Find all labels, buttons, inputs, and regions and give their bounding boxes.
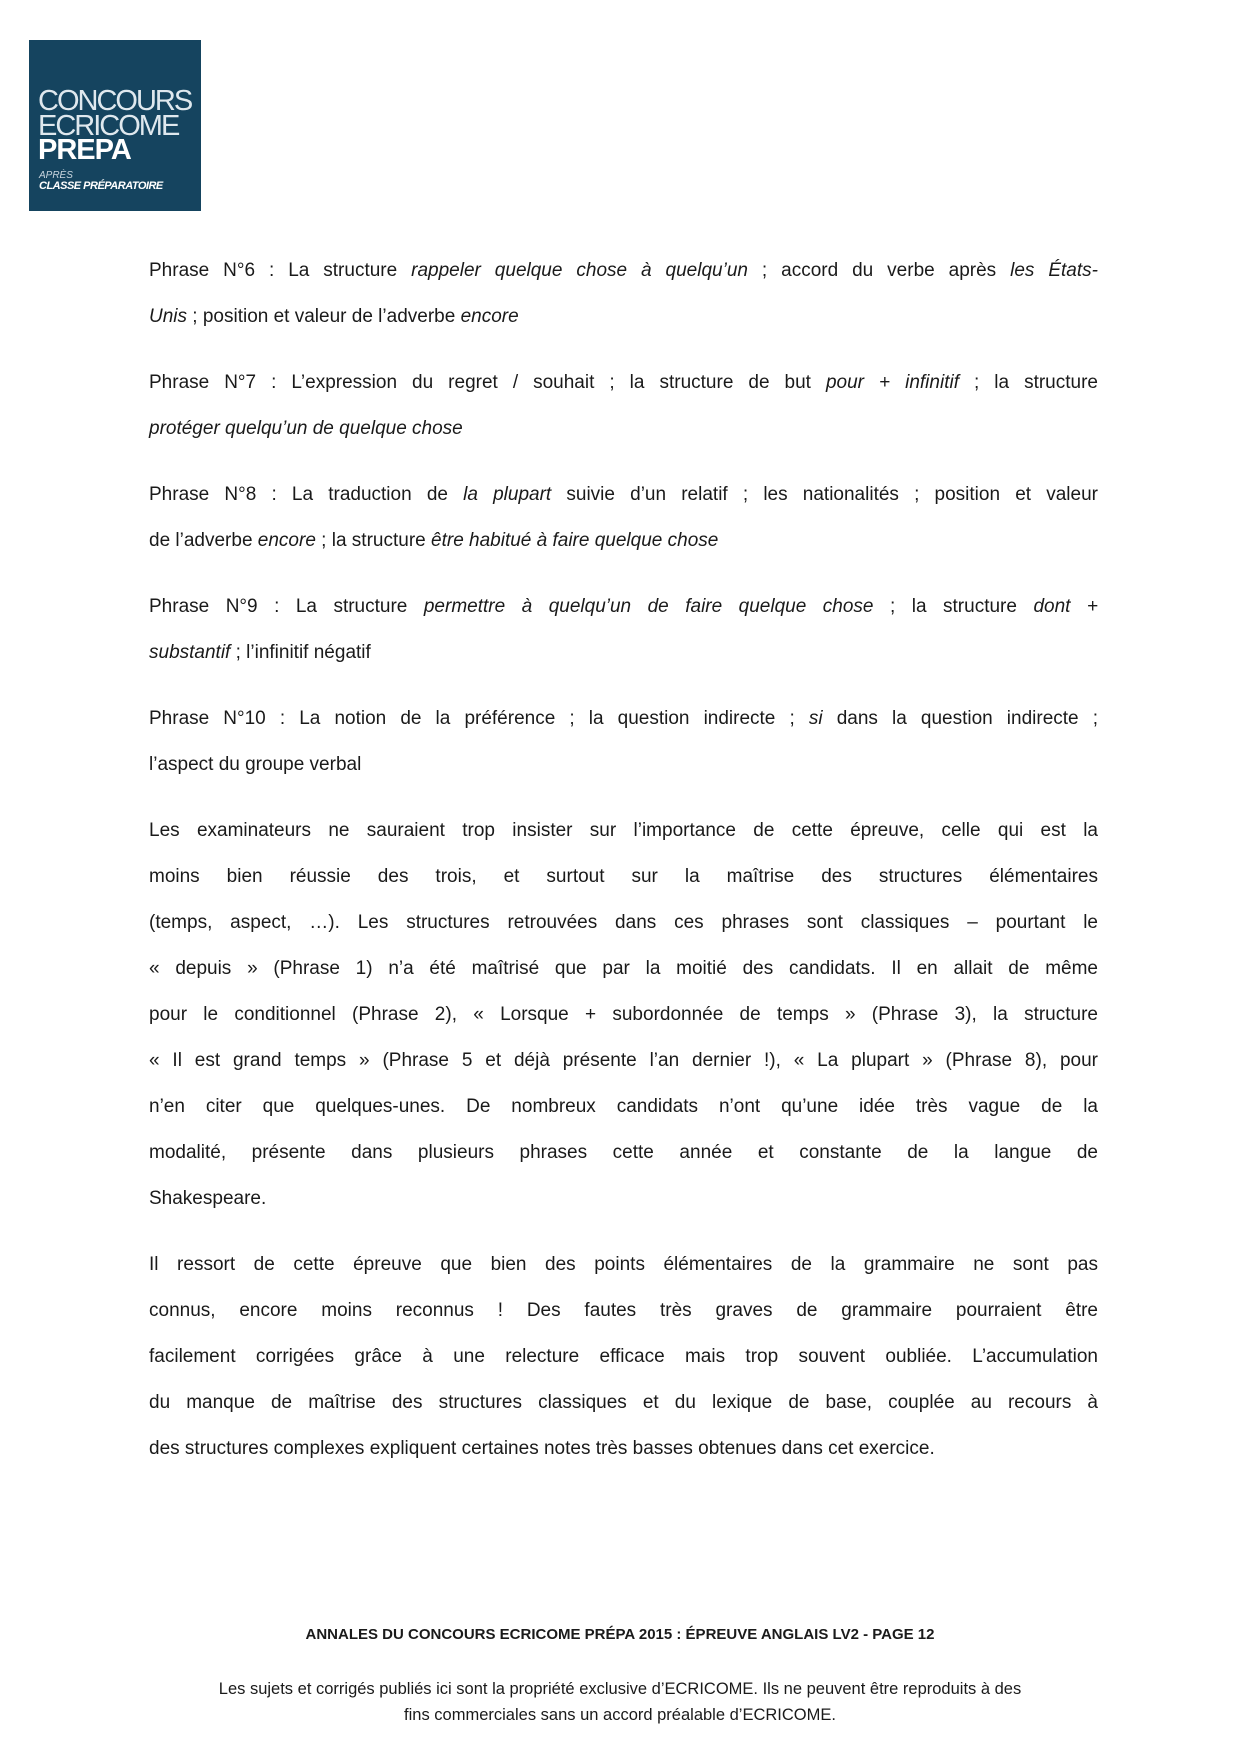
text-run: n’en citer que quelques-unes. De nombreux candidats n’ont qu’une idée très vague de la (149, 1096, 1098, 1117)
text-run: Phrase N°10 : La notion de la préférence ; la question indirecte ; (149, 708, 809, 729)
text-run: pour le conditionnel (Phrase 2), « Lorsque + subordonnée de temps » (Phrase 3), la structure (149, 1004, 1098, 1025)
italic-text: rappeler quelque chose à quelqu’un (411, 260, 748, 281)
text-line (149, 360, 1098, 406)
text-line (149, 518, 1098, 564)
italic-text: substantif (149, 642, 231, 663)
text-run: Phrase N°9 : La structure (149, 596, 424, 617)
paragraph (149, 248, 1098, 340)
text-line (149, 630, 1098, 676)
paragraph (149, 696, 1098, 788)
text-line (149, 1334, 1098, 1380)
text-line (149, 742, 1098, 788)
logo-text-prepa: PREPA (38, 134, 131, 166)
text-line (149, 1288, 1098, 1334)
document-body (149, 248, 1098, 1492)
text-run: connus, encore moins reconnus ! Des fautes très graves de grammaire pourraient être (149, 1300, 1098, 1321)
logo-text-ecricome: ECRICOME (38, 110, 179, 142)
text-run: du manque de maîtrise des structures classiques et du lexique de base, couplée au recours à (149, 1392, 1098, 1413)
text-line (149, 946, 1098, 992)
text-line (149, 294, 1098, 340)
text-run: ; l’infinitif négatif (230, 642, 371, 663)
text-run: Phrase N°8 : La traduction de (149, 484, 464, 505)
footer-note-line: fins commerciales sans un accord préalable d’ECRICOME. (404, 1706, 836, 1724)
text-run: Shakespeare. (149, 1188, 267, 1209)
text-line (149, 1038, 1098, 1084)
text-line (149, 1380, 1098, 1426)
text-line (149, 248, 1098, 294)
italic-text: permettre à quelqu’un de faire quelque chose (423, 596, 874, 617)
text-run: suivie d’un relatif ; les nationalités ; position et valeur (551, 484, 1098, 505)
text-line (149, 854, 1098, 900)
text-run: ; accord du verbe après (747, 260, 1011, 281)
paragraph (149, 808, 1098, 1222)
logo-text-classe: CLASSE PRÉPARATOIRE (39, 180, 163, 192)
footer-copyright-note (0, 1676, 1240, 1728)
italic-text: les États- (1010, 260, 1098, 281)
text-line (149, 1242, 1098, 1288)
text-line (149, 808, 1098, 854)
text-line (149, 696, 1098, 742)
ecricome-logo (29, 40, 201, 211)
text-line (149, 1130, 1098, 1176)
text-run: ; la structure (315, 530, 432, 551)
text-run: de l’adverbe (149, 530, 258, 551)
paragraph (149, 584, 1098, 676)
text-run: (temps, aspect, …). Les structures retrouvées dans ces phrases sont classiques – pourtant le (149, 912, 1098, 933)
paragraph (149, 360, 1098, 452)
italic-text: être habitué à faire quelque chose (431, 530, 719, 551)
text-run: ; la structure (958, 372, 1098, 393)
text-run: « Il est grand temps » (Phrase 5 et déjà présente l’an dernier !), « La plupart » (Phrase 8), pour (149, 1050, 1098, 1071)
italic-text: encore (460, 306, 519, 327)
text-run: moins bien réussie des trois, et surtout sur la maîtrise des structures élémentaires (149, 866, 1098, 887)
paragraph (149, 472, 1098, 564)
text-run: facilement corrigées grâce à une relecture efficace mais trop souvent oubliée. L’accumulation (149, 1346, 1098, 1367)
text-run: ; position et valeur de l’adverbe (187, 306, 461, 327)
text-run: « depuis » (Phrase 1) n’a été maîtrisé que par la moitié des candidats. Il en allait de même (149, 958, 1098, 979)
footer-note-line: Les sujets et corrigés publiés ici sont la propriété exclusive d’ECRICOME. Ils ne peuvent être reproduits à des (218, 1680, 1022, 1698)
text-line (149, 406, 1098, 452)
italic-text: si (808, 708, 823, 729)
text-line (149, 1084, 1098, 1130)
italic-text: la plupart (463, 484, 552, 505)
italic-text: protéger quelqu’un de quelque chose (149, 418, 463, 439)
italic-text: Unis (149, 306, 188, 327)
footer-title: ANNALES DU CONCOURS ECRICOME PRÉPA 2015 : ÉPREUVE ANGLAIS LV2 - PAGE 12 (305, 1626, 935, 1643)
text-line (149, 1176, 1098, 1222)
text-run: Les examinateurs ne sauraient trop insister sur l’importance de cette épreuve, celle qui est la (149, 820, 1098, 841)
logo-text-apres: APRÈS (39, 170, 73, 181)
text-line (149, 900, 1098, 946)
text-run: des structures complexes expliquent certaines notes très basses obtenues dans cet exercice. (149, 1438, 935, 1459)
text-line (149, 472, 1098, 518)
text-line (149, 584, 1098, 630)
text-run: modalité, présente dans plusieurs phrases cette année et constante de la langue de (149, 1142, 1098, 1163)
logo-text-concours: CONCOURS (38, 85, 192, 117)
text-run: Phrase N°7 : L’expression du regret / souhait ; la structure de but (149, 372, 826, 393)
text-run: ; la structure (873, 596, 1034, 617)
text-run: Phrase N°6 : La structure (149, 260, 412, 281)
italic-text: pour + infinitif (825, 372, 959, 393)
text-line (149, 992, 1098, 1038)
italic-text: encore (257, 530, 316, 551)
text-run: dans la question indirecte ; (822, 708, 1098, 729)
italic-text: dont + (1033, 596, 1099, 617)
text-line (149, 1426, 1098, 1472)
text-run: l’aspect du groupe verbal (149, 754, 362, 775)
text-run: Il ressort de cette épreuve que bien des points élémentaires de la grammaire ne sont pas (149, 1254, 1098, 1275)
paragraph (149, 1242, 1098, 1472)
